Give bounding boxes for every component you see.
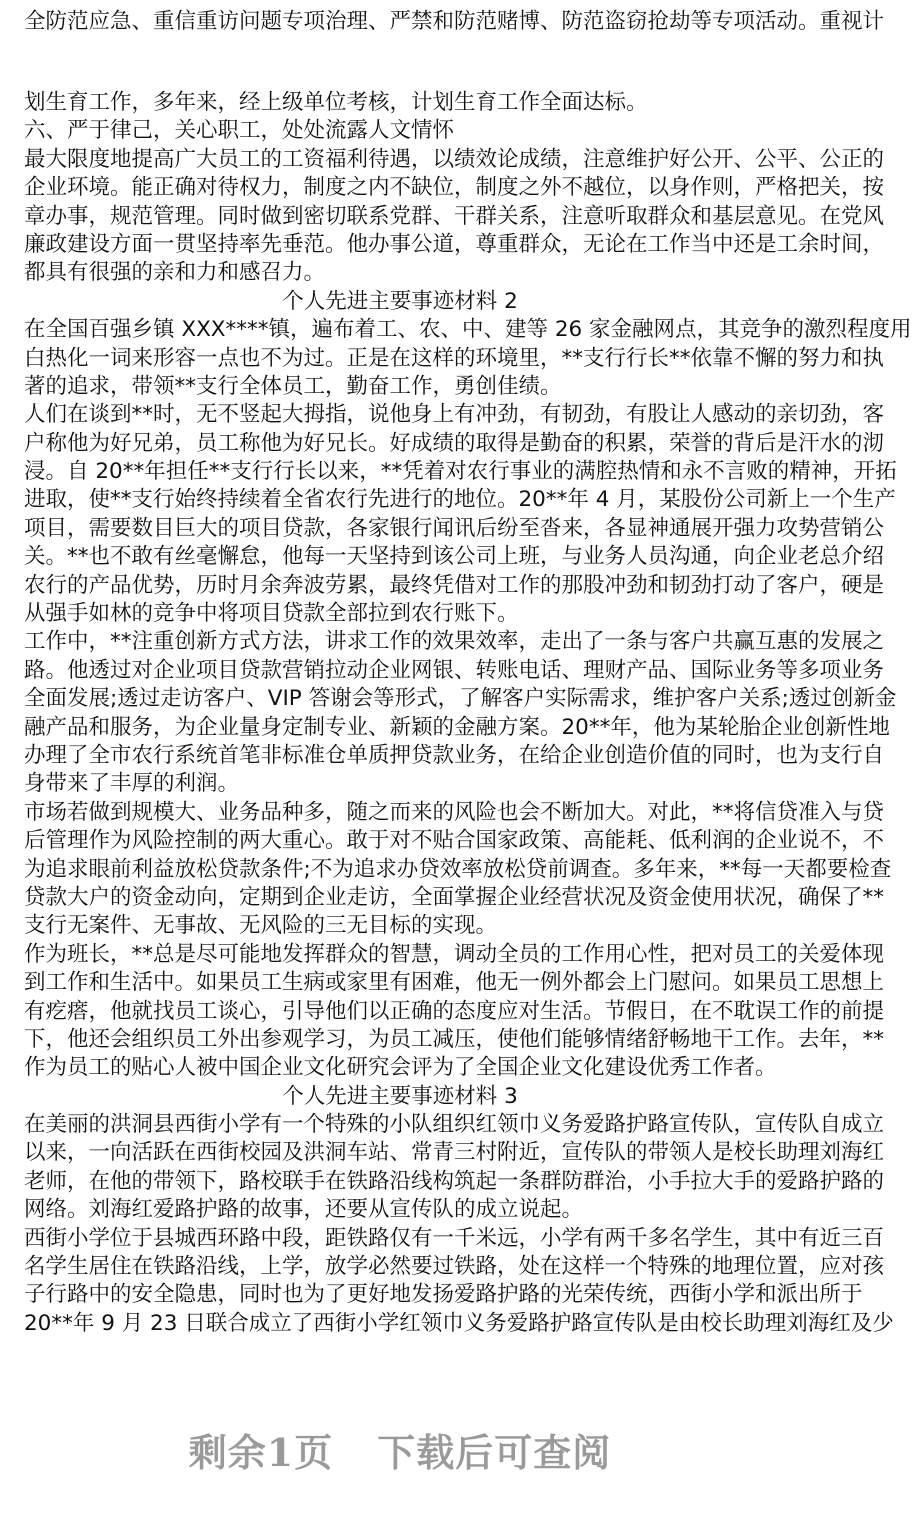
text-line: 都具有很强的亲和力和感召力。: [24, 260, 326, 286]
text-line: 20**年 9 月 23 日联合成立了西街小学红领巾义务爱路护路宣传队是由校长助理刘海红及少: [24, 1310, 894, 1336]
text-line: 下，他还会组织员工外出参观学习，为员工减压，使他们能够情绪舒畅地干工作。去年，**: [24, 1026, 885, 1052]
text-line: 以来，一向活跃在西街校园及洪洞车站、常青三村附近，宣传队的带领人是校长助理刘海红: [24, 1140, 885, 1166]
text-line: 路。他透过对企业项目贷款营销拉动企业网银、转账电话、理财产品、国际业务等多项业务: [24, 657, 885, 683]
download-to-view-label[interactable]: 下载后可查阅: [377, 1430, 612, 1475]
text-line: 浸。自 20**年担任**支行行长以来，**凭着对农行事业的满腔热情和永不言败的精神，开拓: [24, 459, 897, 485]
text-line: 为追求眼前利益放松贷款条件;不为追求办贷效率放松贷前调查。多年来，**每一天都要检查: [24, 856, 892, 882]
document-top-fragment: [24, 8, 885, 36]
text-line: 到工作和生活中。如果员工生病或家里有困难，他无一例外都会上门慰问。如果员工思想上: [24, 970, 885, 996]
text-line: 划生育工作，多年来，经上级单位考核，计划生育工作全面达标。: [24, 90, 648, 115]
text-line: 有疙瘩，他就找员工谈心，引导他们以正确的态度应对生活。节假日，在不耽误工作的前提: [24, 998, 885, 1024]
text-line: 后管理作为风险控制的两大重心。敢于对不贴合国家政策、高能耗、低利润的企业说不，不: [24, 828, 885, 854]
section-heading: 个人先进主要事迹材料 2: [282, 288, 518, 314]
text-line: 人们在谈到**时，无不竖起大拇指，说他身上有冲劲，有韧劲，有股让人感动的亲切劲，客: [24, 402, 885, 428]
text-line: 从强手如林的竞争中将项目贷款全部拉到农行账下。: [24, 601, 519, 627]
text-line: 廉政建设方面一贯坚持率先垂范。他办事公道，尊重群众，无论在工作当中还是工余时间，: [24, 231, 885, 257]
text-line: 作为班长，**总是尽可能地发挥群众的智慧，调动全员的工作用心性，把对员工的关爱体现: [24, 941, 885, 967]
text-line: 著的追求，带领**支行全体员工，勤奋工作，勇创佳绩。: [24, 373, 562, 399]
text-line: 六、严于律己，关心职工，处处流露人文情怀: [24, 118, 455, 144]
text-line: 全防范应急、重信重访问题专项治理、严禁和防范赌博、防范盗窃抢劫等专项活动。重视计: [24, 9, 885, 34]
text-line: 全面发展;透过走访客户、VIP 答谢会等形式，了解客户实际需求，维护客户关系;透过创新金: [24, 686, 897, 712]
text-line: 融产品和服务，为企业量身定制专业、新颖的金融方案。20**年，他为某轮胎企业创新性地: [24, 714, 890, 740]
text-line: 在美丽的洪洞县西街小学有一个特殊的小队组织红领巾义务爱路护路宣传队，宣传队自成立: [24, 1112, 885, 1138]
text-line: 白热化一词来形容一点也不为过。正是在这样的环境里，**支行行长**依靠不懈的努力和执: [24, 345, 885, 371]
text-line: 办理了全市农行系统首笔非标准仓单质押贷款业务，在给企业创造价值的同时，也为支行自: [24, 742, 885, 768]
text-line: 进取，使**支行始终持续着全省农行先进行的地位。20**年 4 月，某股份公司新上一个生产: [24, 487, 896, 513]
text-line: 支行无案件、无事故、无风险的三无目标的实现。: [24, 913, 498, 939]
text-line: 身带来了丰厚的利润。: [24, 771, 240, 797]
text-line: 名学生居住在铁路沿线，上学，放学必然要过铁路，处在这样一个特殊的地理位置，应对孩: [24, 1254, 885, 1280]
text-line: 企业环境。能正确对待权力，制度之内不缺位，制度之外不越位，以身作则，严格把关，按: [24, 175, 885, 201]
document-body: [24, 89, 912, 1338]
text-line: 老师，在他的带领下，路校联手在铁路沿线构筑起一条群防群治，小手拉大手的爱路护路的: [24, 1168, 885, 1194]
text-line: 西街小学位于县城西环路中段，距铁路仅有一千米远，小学有两千多名学生，其中有近三百: [24, 1225, 885, 1251]
text-line: 户称他为好兄弟，员工称他为好兄长。好成绩的取得是勤奋的积累，荣誉的背后是汗水的沏: [24, 430, 885, 456]
text-line: 贷款大户的资金动向，定期到企业走访，全面掌握企业经营状况及资金使用状况，确保了**: [24, 884, 885, 910]
text-line: 子行路中的安全隐患，同时也为了更好地发扬爱路护路的光荣传统，西街小学和派出所于: [24, 1282, 863, 1308]
text-line: 项目，需要数目巨大的项目贷款，各家银行闻讯后纷至沓来，各显神通展开强力攻势营销公: [24, 515, 885, 541]
section-heading: 个人先进主要事迹材料 3: [282, 1083, 518, 1109]
text-line: 农行的产品优势，历时月余奔波劳累，最终凭借对工作的那股冲劲和韧劲打动了客户，硬是: [24, 572, 885, 598]
text-line: 市场若做到规模大、业务品种多，随之而来的风险也会不断加大。对此，**将信贷准入与贷: [24, 799, 885, 825]
download-prompt-banner[interactable]: [0, 1422, 800, 1477]
remaining-pages-label: 剩余1页: [188, 1430, 334, 1475]
text-line: 作为员工的贴心人被中国企业文化研究会评为了全国企业文化建设优秀工作者。: [24, 1055, 777, 1081]
text-line: 章办事，规范管理。同时做到密切联系党群、干群关系，注意听取群众和基层意见。在党风: [24, 203, 885, 229]
text-line: 工作中，**注重创新方式方法，讲求工作的效果效率，走出了一条与客户共赢互惠的发展之: [24, 629, 885, 655]
text-line: 在全国百强乡镇 XXX****镇，遍布着工、农、中、建等 26 家金融网点，其竞争的激烈程度用: [24, 317, 912, 343]
text-line: 最大限度地提高广大员工的工资福利待遇，以绩效论成绩，注意维护好公开、公平、公正的: [24, 146, 885, 172]
text-line: 关。**也不敢有丝毫懈怠，他每一天坚持到该公司上班，与业务人员沟通，向企业老总介绍: [24, 544, 885, 570]
text-line: 网络。刘海红爱路护路的故事，还要从宣传队的成立说起。: [24, 1197, 584, 1223]
